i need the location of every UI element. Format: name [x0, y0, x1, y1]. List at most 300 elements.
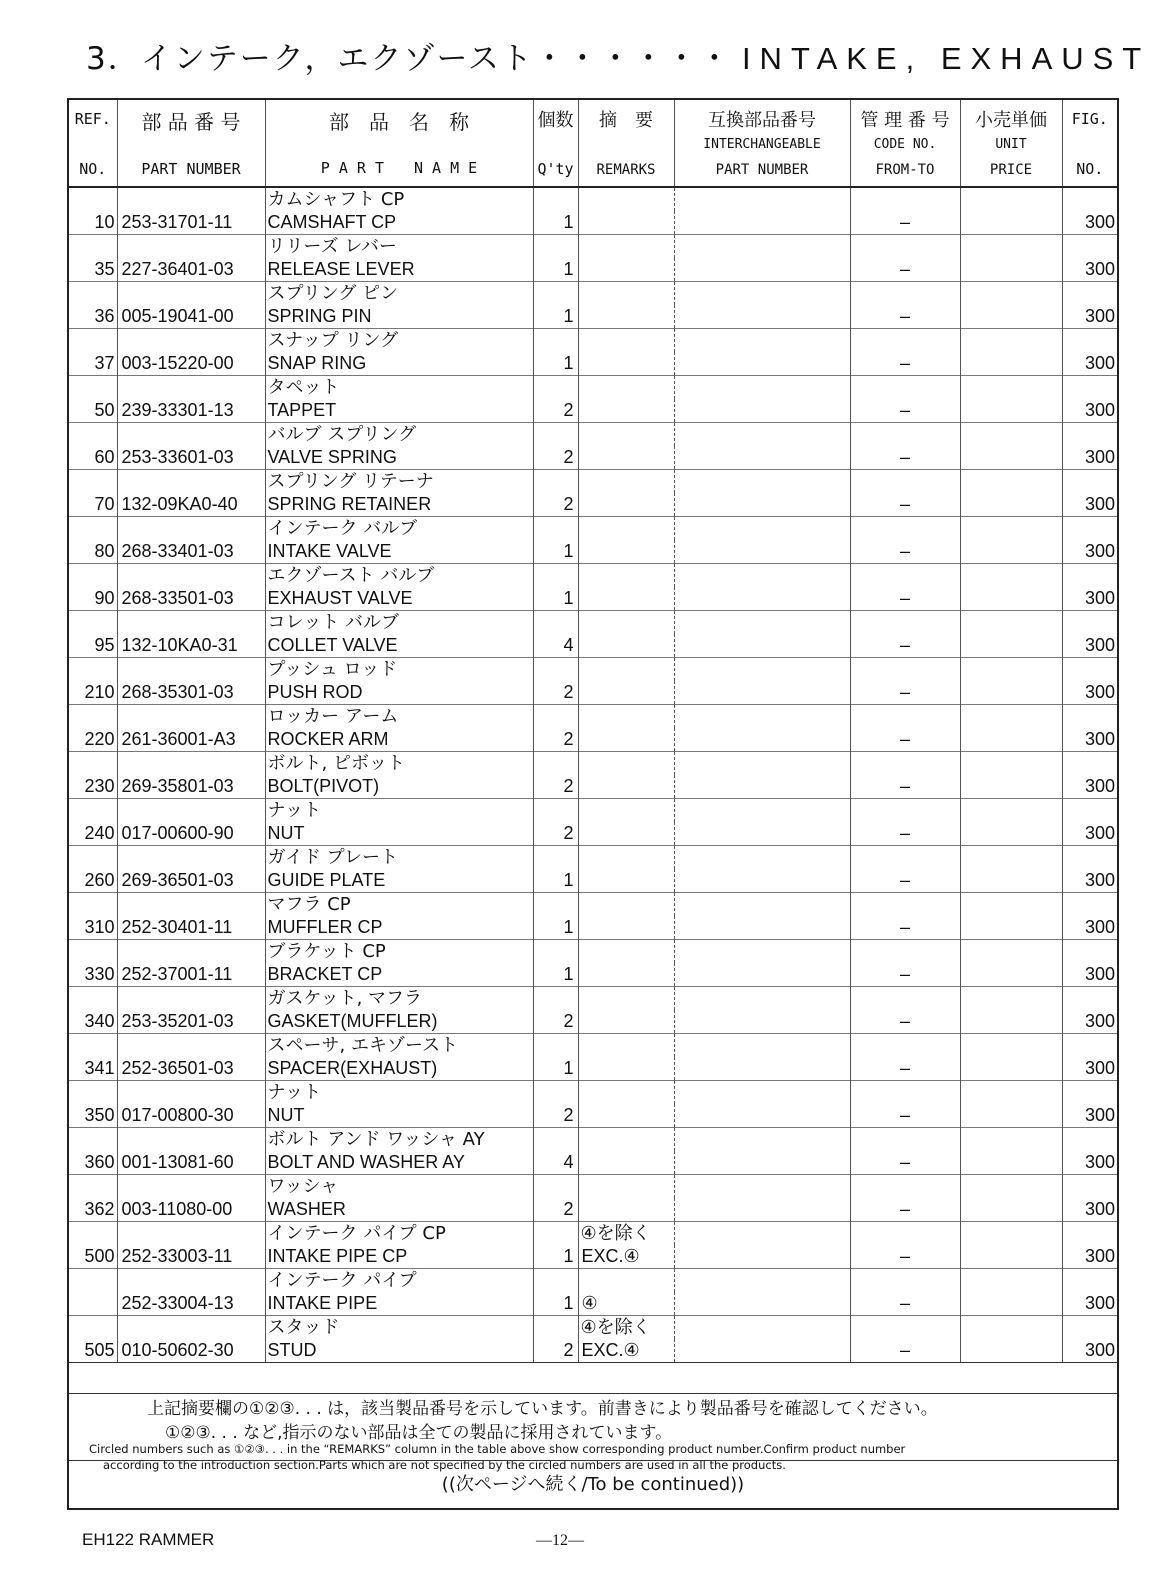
part-name: ROCKER ARM: [265, 728, 533, 752]
unit-price: [960, 775, 1062, 799]
remarks: [578, 681, 674, 705]
part-name-jp: インテーク バルブ: [265, 517, 533, 541]
part-name: INTAKE PIPE CP: [265, 1245, 533, 1269]
part-number: 253-35201-03: [117, 1010, 265, 1034]
part-name: NUT: [265, 1104, 533, 1128]
remarks: [578, 1198, 674, 1222]
part-name: GASKET(MUFFLER): [265, 1010, 533, 1034]
unit-price: [960, 211, 1062, 235]
continued-label: ((次ページへ続く/To be continued)): [69, 1460, 1117, 1509]
remarks-jp: [578, 987, 674, 1011]
code-no: –: [850, 540, 960, 564]
unit-price: [960, 681, 1062, 705]
quantity: 1: [533, 1245, 578, 1269]
part-name: WASHER: [265, 1198, 533, 1222]
code-no: –: [850, 869, 960, 893]
remarks-jp: [578, 1128, 674, 1152]
remarks-jp: [578, 1175, 674, 1199]
part-number: 268-33401-03: [117, 540, 265, 564]
table-row-jp: [69, 376, 1117, 400]
unit-price: [960, 540, 1062, 564]
code-no: –: [850, 1198, 960, 1222]
table-row: [69, 1010, 1117, 1034]
table-row: [69, 540, 1117, 564]
remarks: [578, 822, 674, 846]
remarks: [578, 493, 674, 517]
interchangeable-part-number: [674, 305, 850, 329]
table-row: [69, 822, 1117, 846]
quantity: 1: [533, 1292, 578, 1316]
unit-price: [960, 446, 1062, 470]
part-name-jp: スナップ リング: [265, 329, 533, 353]
fig-no: 300: [1062, 963, 1117, 987]
quantity: 1: [533, 1057, 578, 1081]
part-number: 269-36501-03: [117, 869, 265, 893]
part-number: 261-36001-A3: [117, 728, 265, 752]
part-number: 252-30401-11: [117, 916, 265, 940]
ref-no: 80: [94, 541, 115, 561]
interchangeable-part-number: [674, 1151, 850, 1175]
table-row-jp: [69, 1316, 1117, 1340]
quantity: 2: [533, 1198, 578, 1222]
remarks: [578, 869, 674, 893]
unit-price: [960, 822, 1062, 846]
fig-no: 300: [1062, 1057, 1117, 1081]
interchangeable-part-number: [674, 258, 850, 282]
part-name: SPRING RETAINER: [265, 493, 533, 517]
quantity: 1: [533, 869, 578, 893]
part-name-jp: プッシュ ロッド: [265, 658, 533, 682]
fig-no: 300: [1062, 822, 1117, 846]
part-name-jp: バルブ スプリング: [265, 423, 533, 447]
part-name: BOLT(PIVOT): [265, 775, 533, 799]
quantity: 1: [533, 258, 578, 282]
unit-price: [960, 963, 1062, 987]
ref-no: 10: [94, 212, 115, 232]
part-name-jp: スプリング リテーナ: [265, 470, 533, 494]
remarks: EXC.④: [578, 1339, 674, 1363]
part-number: 132-10KA0-31: [117, 634, 265, 658]
model-label: EH122 RAMMER: [82, 1530, 215, 1549]
remarks-jp: [578, 846, 674, 870]
interchangeable-part-number: [674, 1245, 850, 1269]
fig-no: 300: [1062, 1292, 1117, 1316]
note-en-1: Circled numbers such as ①②③. . . in the “REMARKS” column in the table above show corresponding product number.Confirm product number: [89, 1442, 906, 1456]
fig-no: 300: [1062, 1198, 1117, 1222]
code-no: –: [850, 728, 960, 752]
interchangeable-part-number: [674, 869, 850, 893]
unit-price: [960, 916, 1062, 940]
part-number: 253-33601-03: [117, 446, 265, 470]
part-number: 227-36401-03: [117, 258, 265, 282]
table-row-jp: [69, 564, 1117, 588]
fig-no: 300: [1062, 446, 1117, 470]
remarks: [578, 587, 674, 611]
note-en-2: according to the introduction section.Parts which are not specified by the circled numbers are used in all the products.: [103, 1458, 786, 1472]
table-row: [69, 1104, 1117, 1128]
fig-no: 300: [1062, 916, 1117, 940]
ref-no: 310: [84, 917, 115, 937]
table-row: [69, 634, 1117, 658]
part-name-jp: スプリング ピン: [265, 282, 533, 306]
part-name-jp: ボルト アンド ワッシャ AY: [265, 1128, 533, 1152]
part-name: SPRING PIN: [265, 305, 533, 329]
table-row-jp: [69, 329, 1117, 353]
remarks: EXC.④: [578, 1245, 674, 1269]
code-no: –: [850, 1010, 960, 1034]
quantity: 1: [533, 587, 578, 611]
part-name-jp: コレット バルブ: [265, 611, 533, 635]
unit-price: [960, 305, 1062, 329]
interchangeable-part-number: [674, 1292, 850, 1316]
parts-table: [69, 100, 1117, 1363]
part-number: 017-00800-30: [117, 1104, 265, 1128]
part-number: 001-13081-60: [117, 1151, 265, 1175]
ref-no: 340: [84, 1011, 115, 1031]
ref-no: 230: [84, 776, 115, 796]
part-name-jp: インテーク パイプ CP: [265, 1222, 533, 1246]
ref-no: 330: [84, 964, 115, 984]
remarks-jp: [578, 893, 674, 917]
remarks-jp: [578, 564, 674, 588]
interchangeable-part-number: [674, 963, 850, 987]
table-row-jp: [69, 187, 1117, 211]
unit-price: [960, 1057, 1062, 1081]
fig-no: 300: [1062, 493, 1117, 517]
table-row: [69, 1292, 1117, 1316]
code-no: –: [850, 399, 960, 423]
page-number: —12—: [536, 1532, 584, 1549]
ref-no: 260: [84, 870, 115, 890]
code-no: –: [850, 775, 960, 799]
remarks-jp: [578, 187, 674, 211]
interchangeable-part-number: [674, 399, 850, 423]
table-row-jp: [69, 705, 1117, 729]
part-name: RELEASE LEVER: [265, 258, 533, 282]
unit-price: [960, 1010, 1062, 1034]
ref-no: 505: [69, 1339, 117, 1363]
part-number: 003-11080-00: [117, 1198, 265, 1222]
unit-price: [960, 587, 1062, 611]
fig-no: 300: [1062, 1339, 1117, 1363]
part-name: MUFFLER CP: [265, 916, 533, 940]
quantity: 2: [533, 446, 578, 470]
remarks: [578, 916, 674, 940]
quantity: 2: [533, 493, 578, 517]
unit-price: [960, 1292, 1062, 1316]
ref-no: [69, 1292, 117, 1316]
remarks: [578, 1104, 674, 1128]
code-no: –: [850, 1292, 960, 1316]
remarks-jp: [578, 658, 674, 682]
interchangeable-part-number: [674, 916, 850, 940]
interchangeable-part-number: [674, 352, 850, 376]
table-row: [69, 1245, 1117, 1269]
parts-list-frame: [67, 98, 1119, 1510]
part-number: 252-33003-11: [117, 1245, 265, 1269]
code-no: –: [850, 916, 960, 940]
fig-no: 300: [1062, 775, 1117, 799]
code-no: –: [850, 822, 960, 846]
remarks-jp: [578, 611, 674, 635]
header-qty: 個数 Q'ty: [533, 100, 578, 187]
unit-price: [960, 1339, 1062, 1363]
table-row-jp: [69, 658, 1117, 682]
part-number: 268-35301-03: [117, 681, 265, 705]
remarks: [578, 1010, 674, 1034]
interchangeable-part-number: [674, 822, 850, 846]
fig-no: 300: [1062, 399, 1117, 423]
interchangeable-part-number: [674, 493, 850, 517]
table-row: [69, 963, 1117, 987]
remarks-jp: [578, 752, 674, 776]
part-name-jp: ガスケット, マフラ: [265, 987, 533, 1011]
part-name-jp: エクゾースト バルブ: [265, 564, 533, 588]
note-jp-2: ①②③. . . など,指示のない部品は全ての製品に採用されています。: [165, 1423, 673, 1443]
interchangeable-part-number: [674, 1057, 850, 1081]
part-name: CAMSHAFT CP: [265, 211, 533, 235]
ref-no: 37: [94, 353, 115, 373]
remarks: [578, 211, 674, 235]
ref-no: 50: [94, 400, 115, 420]
quantity: 2: [533, 728, 578, 752]
code-no: –: [850, 1151, 960, 1175]
ref-no: 35: [94, 259, 115, 279]
part-name: VALVE SPRING: [265, 446, 533, 470]
header-fig: FIG. NO.: [1062, 100, 1117, 187]
interchangeable-part-number: [674, 1339, 850, 1363]
remarks-jp: [578, 940, 674, 964]
interchangeable-part-number: [674, 446, 850, 470]
quantity: 2: [533, 1339, 578, 1363]
remarks: [578, 775, 674, 799]
table-row: [69, 587, 1117, 611]
part-number: 252-37001-11: [117, 963, 265, 987]
code-no: –: [850, 258, 960, 282]
ref-no: 360: [84, 1152, 115, 1172]
part-name: INTAKE VALVE: [265, 540, 533, 564]
table-row-jp: [69, 940, 1117, 964]
part-name: EXHAUST VALVE: [265, 587, 533, 611]
table-header: [69, 100, 1117, 187]
ref-no: 70: [94, 494, 115, 514]
quantity: 1: [533, 963, 578, 987]
part-name: INTAKE PIPE: [265, 1292, 533, 1316]
quantity: 1: [533, 352, 578, 376]
part-name: NUT: [265, 822, 533, 846]
table-row: [69, 399, 1117, 423]
part-name-jp: タペット: [265, 376, 533, 400]
ref-no: 60: [94, 447, 115, 467]
part-number: 005-19041-00: [117, 305, 265, 329]
table-row: [69, 446, 1117, 470]
unit-price: [960, 1104, 1062, 1128]
unit-price: [960, 1245, 1062, 1269]
fig-no: 300: [1062, 1010, 1117, 1034]
table-row-jp: [69, 517, 1117, 541]
code-no: –: [850, 1104, 960, 1128]
table-row: [69, 305, 1117, 329]
remarks: [578, 305, 674, 329]
table-row: [69, 352, 1117, 376]
part-number: 252-33004-13: [117, 1292, 265, 1316]
header-interchangeable: 互換部品番号 INTERCHANGEABLE PART NUMBER: [674, 100, 850, 187]
part-name: COLLET VALVE: [265, 634, 533, 658]
interchangeable-part-number: [674, 634, 850, 658]
header-price: 小売単価 UNIT PRICE: [960, 100, 1062, 187]
part-name-jp: ブラケット CP: [265, 940, 533, 964]
interchangeable-part-number: [674, 681, 850, 705]
part-name: PUSH ROD: [265, 681, 533, 705]
interchangeable-part-number: [674, 728, 850, 752]
fig-no: 300: [1062, 1245, 1117, 1269]
fig-no: 300: [1062, 634, 1117, 658]
table-row-jp: [69, 799, 1117, 823]
part-name: BOLT AND WASHER AY: [265, 1151, 533, 1175]
ref-no: 36: [94, 306, 115, 326]
table-row-jp: [69, 470, 1117, 494]
code-no: –: [850, 634, 960, 658]
part-name: STUD: [265, 1339, 533, 1363]
header-ref: REF. NO.: [69, 100, 117, 187]
unit-price: [960, 1151, 1062, 1175]
remarks-jp: [578, 517, 674, 541]
note-jp-1: 上記摘要欄の①②③. . . は，該当製品番号を示しています。前書きにより製品番号を確認してください。: [147, 1399, 938, 1419]
code-no: –: [850, 446, 960, 470]
ref-no: 362: [84, 1199, 115, 1219]
table-row: [69, 258, 1117, 282]
code-no: –: [850, 1245, 960, 1269]
quantity: 1: [533, 916, 578, 940]
remarks-jp: ④を除く: [578, 1222, 674, 1246]
interchangeable-part-number: [674, 775, 850, 799]
remarks-jp: [578, 1034, 674, 1058]
quantity: 2: [533, 775, 578, 799]
code-no: –: [850, 1057, 960, 1081]
part-name: TAPPET: [265, 399, 533, 423]
code-no: –: [850, 587, 960, 611]
unit-price: [960, 634, 1062, 658]
quantity: 2: [533, 399, 578, 423]
fig-no: 300: [1062, 587, 1117, 611]
remarks: [578, 352, 674, 376]
remarks: ④: [578, 1292, 674, 1316]
fig-no: 300: [1062, 305, 1117, 329]
fig-no: 300: [1062, 352, 1117, 376]
fig-no: 300: [1062, 211, 1117, 235]
remarks: [578, 399, 674, 423]
table-row-jp: [69, 846, 1117, 870]
table-row: [69, 493, 1117, 517]
page-title: [86, 36, 1151, 82]
remarks: [578, 1151, 674, 1175]
table-row-jp: [69, 893, 1117, 917]
part-name: BRACKET CP: [265, 963, 533, 987]
unit-price: [960, 869, 1062, 893]
part-number: 132-09KA0-40: [117, 493, 265, 517]
remarks: [578, 540, 674, 564]
interchangeable-part-number: [674, 540, 850, 564]
interchangeable-part-number: [674, 1198, 850, 1222]
title-en: INTAKE, EXHAUST: [741, 41, 1151, 76]
header-part-name: 部 品 名 称 P A R T N A M E: [265, 100, 533, 187]
remarks: [578, 258, 674, 282]
header-remarks: 摘 要 REMARKS: [578, 100, 674, 187]
part-name: SNAP RING: [265, 352, 533, 376]
part-name-jp: リリーズ レバー: [265, 235, 533, 259]
interchangeable-part-number: [674, 1010, 850, 1034]
part-name-jp: スペーサ, エキゾースト: [265, 1034, 533, 1058]
unit-price: [960, 728, 1062, 752]
part-name-jp: ロッカー アーム: [265, 705, 533, 729]
ref-no: 240: [84, 823, 115, 843]
quantity: 2: [533, 1104, 578, 1128]
unit-price: [960, 399, 1062, 423]
table-row-jp: [69, 1034, 1117, 1058]
code-no: –: [850, 352, 960, 376]
table-row: [69, 1151, 1117, 1175]
code-no: –: [850, 305, 960, 329]
table-row-jp: [69, 752, 1117, 776]
table-row: [69, 211, 1117, 235]
code-no: –: [850, 211, 960, 235]
table-row-jp: [69, 1269, 1117, 1293]
unit-price: [960, 1198, 1062, 1222]
fig-no: 300: [1062, 1151, 1117, 1175]
table-row: [69, 1339, 1117, 1363]
remarks-jp: [578, 799, 674, 823]
part-name: SPACER(EXHAUST): [265, 1057, 533, 1081]
remarks: [578, 1057, 674, 1081]
remarks-jp: [578, 1269, 674, 1293]
remarks-jp: [578, 376, 674, 400]
fig-no: 300: [1062, 1104, 1117, 1128]
table-row: [69, 681, 1117, 705]
part-name-jp: ナット: [265, 799, 533, 823]
table-row-jp: [69, 235, 1117, 259]
remarks-jp: [578, 282, 674, 306]
table-row-jp: [69, 282, 1117, 306]
remarks-jp: [578, 329, 674, 353]
ref-no: 90: [94, 588, 115, 608]
part-number: 003-15220-00: [117, 352, 265, 376]
fig-no: 300: [1062, 681, 1117, 705]
table-row: [69, 1198, 1117, 1222]
quantity: 2: [533, 1010, 578, 1034]
part-number: 239-33301-13: [117, 399, 265, 423]
remarks: [578, 634, 674, 658]
fig-no: 300: [1062, 869, 1117, 893]
ref-no: 95: [94, 635, 115, 655]
code-no: –: [850, 681, 960, 705]
quantity: 2: [533, 681, 578, 705]
table-row: [69, 916, 1117, 940]
ref-no: 220: [84, 729, 115, 749]
table-row-jp: [69, 1128, 1117, 1152]
quantity: 4: [533, 634, 578, 658]
table-row: [69, 869, 1117, 893]
table-row-jp: [69, 611, 1117, 635]
part-number: 252-36501-03: [117, 1057, 265, 1081]
part-name-jp: インテーク パイプ: [265, 1269, 533, 1293]
remarks: [578, 728, 674, 752]
remarks-jp: ④を除く: [578, 1316, 674, 1340]
unit-price: [960, 493, 1062, 517]
part-name: GUIDE PLATE: [265, 869, 533, 893]
remarks-jp: [578, 235, 674, 259]
part-name-jp: マフラ CP: [265, 893, 533, 917]
remarks-jp: [578, 470, 674, 494]
